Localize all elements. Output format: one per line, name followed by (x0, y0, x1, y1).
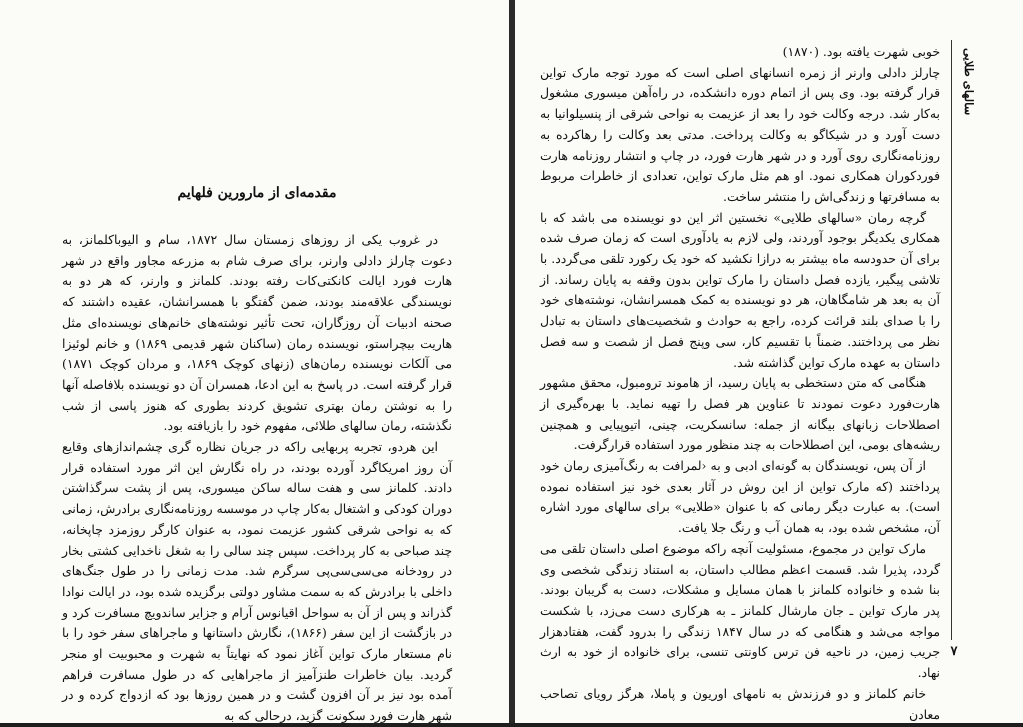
chapter-title: مقدمه‌ای از مارورین فلهایم (177, 185, 337, 201)
right-page-text (540, 42, 940, 725)
right-paragraph: خانم کلمانز و دو فرزندش به نامهای اوریون و پاملا، هرگز رویای تصاحب معادن (540, 685, 940, 722)
right-paragraph: هنگامی که متن دستخطی به پایان رسید، از هاموند ترومبول، محقق مشهور هارت‌فورد دعوت نمودند تا عناوین هر فصل را تهیه نماید. با بهره‌گیری از اصطلاحات زبانهای بیگانه از جمله: سانسکریت، چینی، اتیوپیایی و همچنین ریشه‌های بومی، این اصطلاحات به چند منظور مورد استفاده قرارگرفت. (540, 375, 940, 453)
page-number: ۷ (950, 644, 958, 659)
left-paragraph: در غروب یکی از روزهای زمستان سال ۱۸۷۲، سام و الیوباکلمانز، به دعوت چارلز دادلی وارنر، برای صرف شام به مزرعه مجاور واقع در شهر هارت فورد ایالت کانکتی‌کات رفته بودند. کلمانز و وارنر، که هر دو به نویسندگی علاقه‌مند بودند، ضمن گفتگو با همسرانشان، عقیده داشتند که صحنه ادبیات آن روزگاران، تحت تأثیر نوشته‌های خانم‌های نویسنده‌ای مثل هاریت بیچراستو، نویسنده رمان (ساکنان شهر قدیمی ۱۸۶۹) و خانم لوئیزا می آلکات نویسنده رمان‌های (زنهای کوچک ۱۸۶۹، و مردان کوچک ۱۸۷۱) قرار گرفته است. در پاسخ به این ادعا، همسران آن دو نویسنده بلافاصله آنها را به نوشتن رمان بهتری تشویق کردند بطوری که هنوز پاسی از شب نگذشته، رمان سالهای طلائی، مفهوم خود را بازیافته بود. (62, 232, 452, 434)
right-paragraph: از آن پس، نویسندگان به گونه‌ای ادبی و به ‹لمرافت به رنگ‌آمیزی رمان خود پرداختند (که مارک تواین از این روش در آثار بعدی خود نیز استفاده نموده است). به عبارت دیگر رمانی که با عنوان «طلایی» برای سالهای مورد اشاره آن، مشخص شده بود، به همان آب و رنگ جلا یافت. (540, 458, 940, 536)
right-paragraph: چارلز دادلی وارنر از زمره انسانهای اصلی است که مورد توجه مارک تواین قرار گرفته بود. وی پس از اتمام دوره دانشکده، در راه‌آهن میسوری مشغول به‌کار شد. درجه وکالت خود را بعد از عزیمت به نواحی شرقی از پنسیلوانیا به دست آورد و در شیکاگو به وکالت پرداخت. مدتی بعد وکالت را رهاکرده به روزنامه‌نگاری روی آورد و در شهر هارت فورد، در چاپ و انتشار روزنامه هارت فوردکوران همکاری نمود. او هم مثل مارک تواین، تعدادی از خاطرات مربوط به مسافرتها و زندگی‌اش را منتشر ساخت. (540, 64, 940, 204)
right-paragraph: مارک تواین در مجموع، مسئولیت آنچه راکه موضوع اصلی داستان تلقی می گردد، پذیرا شد. قسمت اعظم مطالب داستان، به استناد زندگی شخصی وی بنا شده و خانواده کلمانز با همان مسایل و مشکلات، دست به گریبان بودند. پدر مارک تواین ـ جان مارشال کلمانز ـ به هرکاری دست می‌زد، با شکست مواجه می‌شد و هنگامی که در سال ۱۸۴۷ زندگی را بدرود گفت، هفتادهزار جریب زمین، در ناحیه فن ترس کاونتی تنسی، برای خانواده از خود به ارث نهاد. (540, 540, 941, 681)
right-paragraph: خوبی شهرت یافته بود. (۱۸۷۰) (782, 44, 940, 59)
running-head-rule (951, 40, 952, 640)
running-head: سالهای طلایی (962, 48, 976, 116)
left-page-text (62, 230, 452, 727)
book-gutter (509, 0, 515, 723)
left-paragraph: این هردو، تجربه پربهایی راکه در جریان نظاره گری چشم‌اندازهای وقایع آن روز امریکاگرد آورده بودند، در راه نگارش این اثر مورد استفاده قرار دادند. کلمانز سی و هفت ساله ساکن میسوری، پس از پشت سرگذاشتن دوران کودکی و اشتغال به‌کار چاپ در موسسه روزنامه‌نگاری برادرش، زمانی که به نواحی شرقی کشور عزیمت نمود، به عنوان کارگر روزمزد چاپخانه، چند صباحی به کار پرداخت. سپس چند سالی را به شغل ناخدایی کشتی بخار در رودخانه می‌سی‌سی‌پی سرگرم شد. مدت زمانی را در طول جنگ‌های داخلی با برادرش که به سمت مشاور دولتی برگزیده شده بود، در ایالت نوادا گذراند و پس از آن به سواحل اقیانوس آرام و جزایر ساندویچ مسافرت کرد و در بازگشت از این سفر (۱۸۶۶)، نگارش داستانها و ماجراهای سفر خود را با نام مستعار مارک تواین آغاز نمود که نهایتاً به شهرت و محبوبیت او منجر گردید. بیان خاطرات طنزآمیز از ماجراهایی که در طول مسافرت فراهم آمده بود نیز بر آن افزون گشت و در همین روزها بود که ازدواج کرده و در شهر هارت فورد سکونت گزید، درحالی که به (62, 439, 452, 724)
right-paragraph: گرچه رمان «سالهای طلایی» نخستین اثر این دو نویسنده می باشد که با همکاری یکدیگر بوجود آوردند، ولی لازم به یادآوری است که زمان صرف شده برای آن حدودسه ماه بیشتر به درازا نکشید که خود یک رکورد تلقی می‌گردد. با تلاشی پیگیر، یازده فصل داستان را مارک تواین بدون وقفه به پایان رساند. از آن به بعد هر شامگاهان، هر دو نویسنده به کمک همسرانشان، نوشته‌های خود را با صدای بلند قرائت کرده، راجع به حوادث و شخصیت‌های داستان به تبادل نظر می پرداختند. ضمناً با تقسیم کار، سی وپنج فصل از شصت و سه فصل داستان به عهده مارک تواین گذاشته شد. (540, 209, 940, 370)
